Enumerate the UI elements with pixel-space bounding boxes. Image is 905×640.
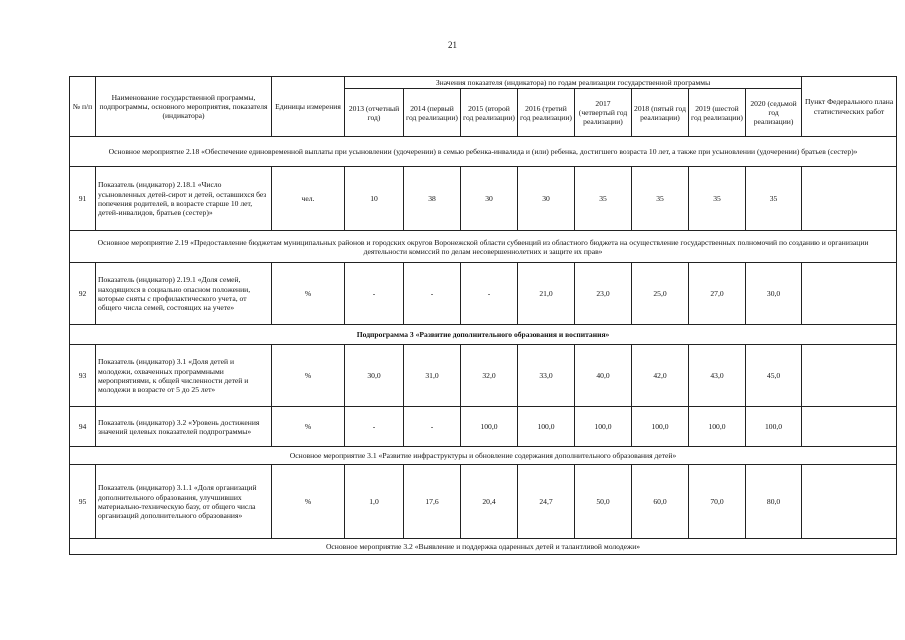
row-value: 50,0 bbox=[575, 465, 632, 539]
row-value: 30 bbox=[461, 167, 518, 231]
row-value: 10 bbox=[345, 167, 404, 231]
row-value: 70,0 bbox=[689, 465, 746, 539]
section-title: Основное мероприятие 2.19 «Предоставление бюджетам муниципальных районов и городских округов Воронежской области субвенций из областного бюджета на осуществление государственных полномочий по созданию и организации деятельности комиссий по делам несовершеннолетних и защите их прав» bbox=[70, 231, 897, 263]
row-value: 24,7 bbox=[518, 465, 575, 539]
row-value: 30,0 bbox=[746, 263, 802, 325]
row-plan bbox=[802, 465, 897, 539]
section-title: Основное мероприятие 3.2 «Выявление и поддержка одаренных детей и талантливой молодежи» bbox=[70, 539, 897, 555]
row-value: - bbox=[404, 407, 461, 447]
row-value: 35 bbox=[575, 167, 632, 231]
row-value: 43,0 bbox=[689, 345, 746, 407]
section-row bbox=[70, 231, 897, 263]
subprogram-row bbox=[70, 325, 897, 345]
row-value: - bbox=[461, 263, 518, 325]
row-unit: % bbox=[272, 407, 345, 447]
section-row bbox=[70, 539, 897, 555]
row-value: 40,0 bbox=[575, 345, 632, 407]
table-row bbox=[70, 263, 897, 325]
row-plan bbox=[802, 167, 897, 231]
header-year: 2016 (третий год реализации) bbox=[518, 89, 575, 137]
row-name: Показатель (индикатор) 2.18.1 «Число усыновленных детей-сирот и детей, оставшихся без попечения родителей, в возрасте старше 10 лет, детей-инвалидов, братьев (сестер)» bbox=[96, 167, 272, 231]
row-value: 23,0 bbox=[575, 263, 632, 325]
header-year: 2014 (первый год реализации) bbox=[404, 89, 461, 137]
row-name: Показатель (индикатор) 2.19.1 «Доля семей, находящихся в социально опасном положении, которые сняты с профилактического учета, от общего числа семей, состоящих на учете» bbox=[96, 263, 272, 325]
row-value: 30,0 bbox=[345, 345, 404, 407]
row-value: 20,4 bbox=[461, 465, 518, 539]
header-num: № п/п bbox=[70, 77, 96, 137]
row-value: 100,0 bbox=[689, 407, 746, 447]
row-num: 94 bbox=[70, 407, 96, 447]
row-name: Показатель (индикатор) 3.2 «Уровень достижения значений целевых показателей подпрограммы» bbox=[96, 407, 272, 447]
section-title: Основное мероприятие 2.18 «Обеспечение единовременной выплаты при усыновлении (удочерении) в семью ребенка-инвалида и (или) ребенка, достигшего возраста 10 лет, а также при усыновлении (удочерении) братьев (сестер)» bbox=[70, 137, 897, 167]
header-year: 2020 (седьмой год реализации) bbox=[746, 89, 802, 137]
row-unit: % bbox=[272, 465, 345, 539]
section-title: Основное мероприятие 3.1 «Развитие инфраструктуры и обновление содержания дополнительного образования детей» bbox=[70, 447, 897, 465]
table-row bbox=[70, 345, 897, 407]
row-value: 33,0 bbox=[518, 345, 575, 407]
row-unit: чел. bbox=[272, 167, 345, 231]
row-value: - bbox=[345, 263, 404, 325]
row-value: 35 bbox=[689, 167, 746, 231]
row-unit: % bbox=[272, 345, 345, 407]
row-num: 95 bbox=[70, 465, 96, 539]
header-federal-plan: Пункт Федерального плана статистических работ bbox=[802, 77, 897, 137]
header-year: 2019 (шестой год реализации) bbox=[689, 89, 746, 137]
row-num: 92 bbox=[70, 263, 96, 325]
row-value: 32,0 bbox=[461, 345, 518, 407]
row-value: 30 bbox=[518, 167, 575, 231]
row-value: 31,0 bbox=[404, 345, 461, 407]
subprogram-title: Подпрограмма 3 «Развитие дополнительного образования и воспитания» bbox=[70, 325, 897, 345]
row-plan bbox=[802, 263, 897, 325]
row-plan bbox=[802, 407, 897, 447]
row-num: 91 bbox=[70, 167, 96, 231]
row-value: 100,0 bbox=[461, 407, 518, 447]
header-year: 2013 (отчетный год) bbox=[345, 89, 404, 137]
row-plan bbox=[802, 345, 897, 407]
row-value: 1,0 bbox=[345, 465, 404, 539]
row-name: Показатель (индикатор) 3.1 «Доля детей и молодежи, охваченных программными мероприятиями, к общей численности детей и молодежи в возрасте от 5 до 25 лет» bbox=[96, 345, 272, 407]
row-value: 80,0 bbox=[746, 465, 802, 539]
section-row bbox=[70, 447, 897, 465]
header-name: Наименование государственной программы, подпрограммы, основного мероприятия, показателя (индикатора) bbox=[96, 77, 272, 137]
row-value: 25,0 bbox=[632, 263, 689, 325]
row-value: 42,0 bbox=[632, 345, 689, 407]
header-values-group: Значения показателя (индикатора) по годам реализации государственной программы bbox=[345, 77, 802, 89]
row-value: 45,0 bbox=[746, 345, 802, 407]
header-units: Единицы измерения bbox=[272, 77, 345, 137]
row-value: 100,0 bbox=[518, 407, 575, 447]
table-row bbox=[70, 465, 897, 539]
row-value: - bbox=[345, 407, 404, 447]
row-value: 38 bbox=[404, 167, 461, 231]
row-num: 93 bbox=[70, 345, 96, 407]
row-name: Показатель (индикатор) 3.1.1 «Доля организаций дополнительного образования, улучшивших материально-техническую базу, от общего числа организаций дополнительного образования» bbox=[96, 465, 272, 539]
table-row bbox=[70, 407, 897, 447]
indicators-table bbox=[69, 76, 897, 555]
table-row bbox=[70, 167, 897, 231]
row-value: - bbox=[404, 263, 461, 325]
row-value: 100,0 bbox=[575, 407, 632, 447]
row-value: 27,0 bbox=[689, 263, 746, 325]
row-value: 21,0 bbox=[518, 263, 575, 325]
row-value: 35 bbox=[632, 167, 689, 231]
header-year: 2017 (четвертый год реализации) bbox=[575, 89, 632, 137]
row-value: 100,0 bbox=[746, 407, 802, 447]
row-unit: % bbox=[272, 263, 345, 325]
page-number: 21 bbox=[448, 40, 457, 50]
row-value: 60,0 bbox=[632, 465, 689, 539]
row-value: 35 bbox=[746, 167, 802, 231]
header-year: 2018 (пятый год реализации) bbox=[632, 89, 689, 137]
section-row bbox=[70, 137, 897, 167]
header-year: 2015 (второй год реализации) bbox=[461, 89, 518, 137]
row-value: 100,0 bbox=[632, 407, 689, 447]
row-value: 17,6 bbox=[404, 465, 461, 539]
